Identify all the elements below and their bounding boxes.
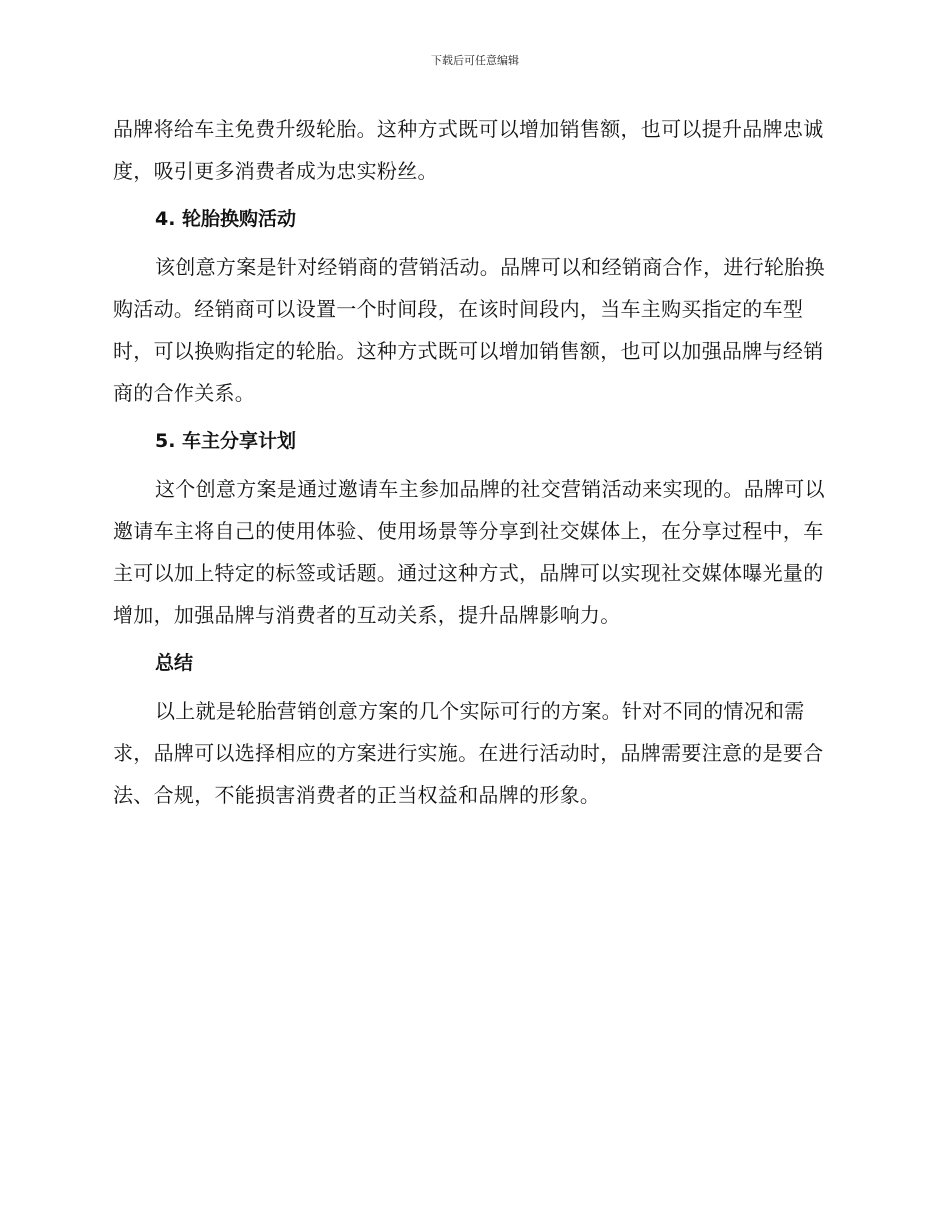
- paragraph-owner-sharing: 这个创意方案是通过邀请车主参加品牌的社交营销活动来实现的。品牌可以邀请车主将自己的使用体验、使用场景等分享到社交媒体上，在分享过程中，车主可以加上特定的标签或话题。通过这种方式，品牌可以实现社交媒体曝光量的增加，加强品牌与消费者的互动关系，提升品牌影响力。: [113, 477, 825, 627]
- paragraph-summary: 以上就是轮胎营销创意方案的几个实际可行的方案。针对不同的情况和需求，品牌可以选择相应的方案进行实施。在进行活动时，品牌需要注意的是要合法、合规，不能损害消费者的正当权益和品牌的形象。: [113, 699, 824, 807]
- section-heading-owner-sharing: 5. 车主分享计划: [155, 430, 297, 452]
- page-header: 下载后可任意编辑: [431, 54, 519, 67]
- document-body: [113, 108, 837, 816]
- section-heading-summary: 总结: [155, 652, 194, 674]
- paragraph-continuation: 品牌将给车主免费升级轮胎。这种方式既可以增加销售额，也可以提升品牌忠诚度，吸引更多消费者成为忠实粉丝。: [113, 117, 824, 183]
- section-heading-tire-exchange: 4. 轮胎换购活动: [155, 208, 297, 230]
- paragraph-tire-exchange: 该创意方案是针对经销商的营销活动。品牌可以和经销商合作，进行轮胎换购活动。经销商可以设置一个时间段，在该时间段内，当车主购买指定的车型时，可以换购指定的轮胎。这种方式既可以增加销售额，也可以加强品牌与经销商的合作关系。: [113, 255, 825, 405]
